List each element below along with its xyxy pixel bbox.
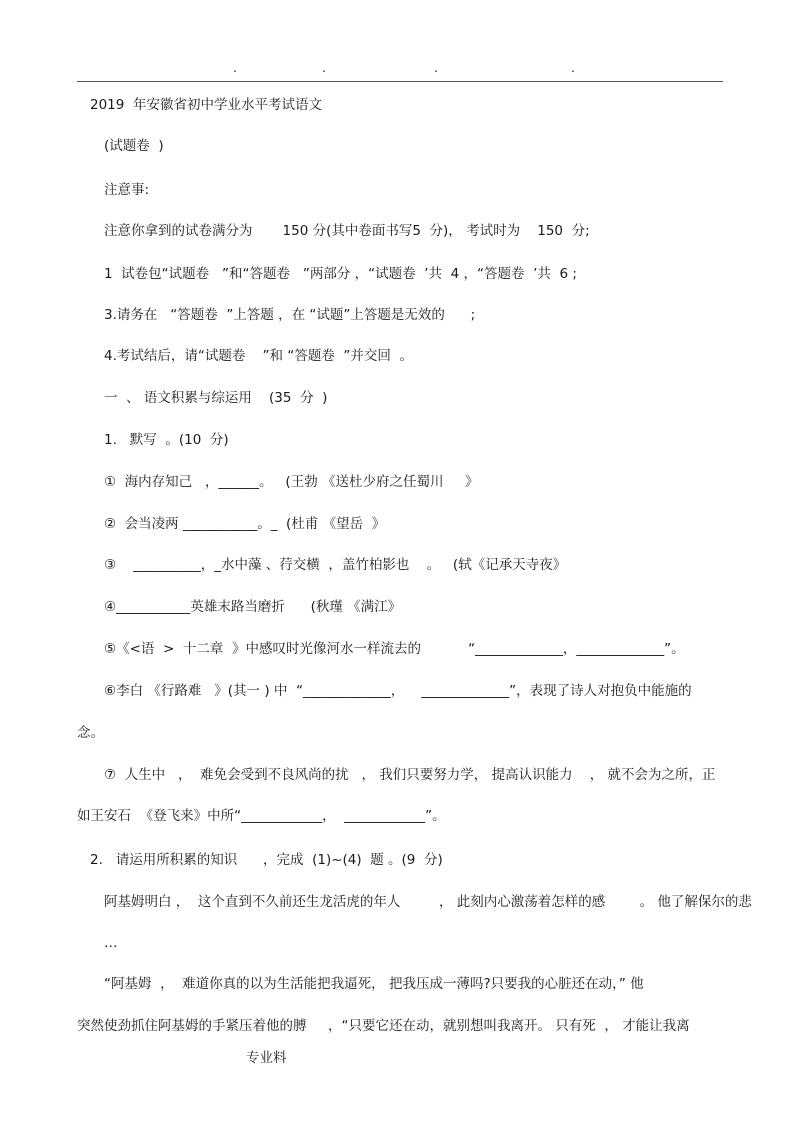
passage-line: “阿基姆 ， 难道你真的以为生活能把我逼死， 把我压成一薄吗?只要我的心脏还在动，” 他 xyxy=(104,976,644,992)
notice-rule: 4.考试结后，请“试题卷 ”和 “答题卷 ”并交回 。 xyxy=(104,348,413,364)
header-dot: . xyxy=(322,61,326,75)
document-subtitle: (试题卷 ) xyxy=(104,138,164,154)
recitation-item: ③ __________，_水中藻 、荇交横 ，盖竹柏影也 。 (轼《记承天寺夜》 xyxy=(104,557,567,573)
passage-ellipsis: … xyxy=(104,935,118,951)
notice-rule: 3.请务在 “答题卷 ”上答题 ，在 “试题”上答题是无效的 ; xyxy=(104,307,476,323)
recitation-item-continuation: 如王安石 《登飞来》中所“____________， ____________”。 xyxy=(77,808,446,824)
document-title: 2019 年安徽省初中学业水平考试语文 xyxy=(90,97,322,113)
passage-line: 阿基姆明白 ， 这个直到不久前还生龙活虎的年人 ， 此刻内心激荡着怎样的感 。 他了解保尔的悲 xyxy=(104,894,752,910)
recitation-item-continuation: 念。 xyxy=(77,725,104,741)
recitation-item: ⑤《<语 > 十二章 》中感叹时光像河水一样流去的 “_____________，_____________”。 xyxy=(104,641,685,657)
header-dot: . xyxy=(571,61,575,75)
notice-rule: 1 试卷包“试题卷 ”和“答题卷 ”两部分 ，“试题卷 ’共 4 ，“答题卷 ’共 6 ; xyxy=(104,266,577,282)
recitation-item: ① 海内存知己 ，______。 (王勃 《送杜少府之任蜀川 》 xyxy=(104,474,479,490)
header-dots xyxy=(0,62,800,76)
notice-rule: 注意你拿到的试卷满分为 150 分(其中卷面书写5 分)， 考试时为 150 分; xyxy=(104,223,590,239)
question-heading: 2. 请运用所积累的知识 ，完成 (1)~(4) 题 。(9 分) xyxy=(90,852,443,868)
header-dot: . xyxy=(434,61,438,75)
question-heading: 1. 默写 。(10 分) xyxy=(104,432,229,448)
header-rule xyxy=(77,81,723,82)
page-footer: 专业料 xyxy=(246,1050,287,1066)
recitation-item: ④___________英雄末路当磨折 (秋瑾 《满江》 xyxy=(104,599,402,615)
header-dot: . xyxy=(233,61,237,75)
recitation-item: ⑥李白 《行路难 》(其一 ) 中 “_____________， _____________”，表现了诗人对抱负中能施的 xyxy=(104,683,692,699)
passage-line: 突然使劲抓住阿基姆的手紧压着他的膊 ，“只要它还在动，就别想叫我离开。 只有死 ， 才能让我离 xyxy=(77,1018,690,1034)
recitation-item: ⑦ 人生中 ， 难免会受到不良风尚的扰 ， 我们只要努力学， 提高认识能力 ， 就不会为之所，正 xyxy=(104,767,716,783)
section-heading: 一 、 语文积累与综运用 (35 分 ) xyxy=(104,390,328,406)
notice-heading: 注意事: xyxy=(104,182,150,198)
recitation-item: ② 会当凌两 ___________。_ (杜甫 《望岳 》 xyxy=(104,516,386,532)
